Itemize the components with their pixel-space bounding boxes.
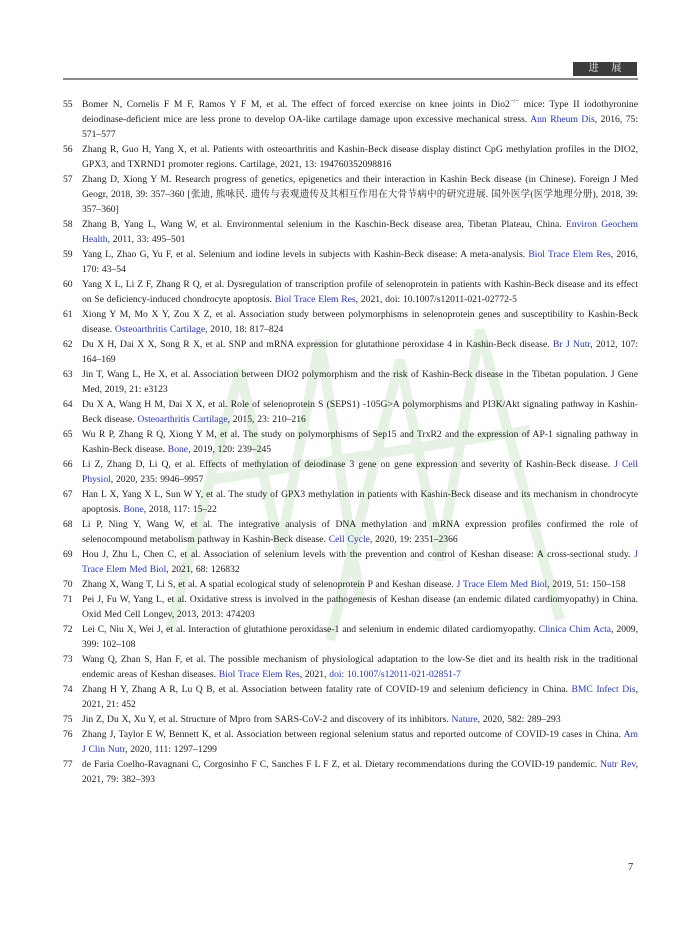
reference-number: 74	[63, 684, 73, 695]
reference-item	[63, 757, 638, 787]
reference-text: mice: Type II iodothyronine deiodinase-deficient mice are less prone to develop OA-like cartilage damage upon excessive mechanical stress.	[82, 99, 638, 125]
reference-text: , 2020, 111: 1297–1299	[125, 744, 217, 755]
journal-link[interactable]: Biol Trace Elem Res	[218, 669, 300, 680]
journal-link[interactable]: BMC Infect Dis	[571, 684, 636, 695]
reference-text: Wang Q, Zhan S, Han F, et al. The possible mechanism of physiological adaptation to the low-Se diet and its health risk in the traditional endemic areas of Keshan diseases.	[82, 654, 638, 680]
journal-link[interactable]: Osteoarthritis Cartilage	[137, 414, 228, 425]
reference-text: Li Z, Zhang D, Li Q, et al. Effects of methylation of deiodinase 3 gene on gene expression and severity of Kashin-Beck disease.	[82, 459, 615, 470]
reference-text: Jin T, Wang L, He X, et al. Association between DIO2 polymorphism and the risk of Kashin-Beck disease in the Tibetan population. J Gene Med, 2019, 21: e3123	[82, 369, 638, 395]
reference-text: Yang L, Zhao G, Yu F, et al. Selenium and iodine levels in subjects with Kashin-Beck disease: A meta-analysis.	[82, 249, 529, 260]
reference-number: 58	[63, 219, 73, 230]
reference-item	[63, 217, 638, 247]
header-rule	[63, 78, 638, 80]
reference-text: , 2019, 51: 150–158	[547, 579, 626, 590]
reference-item	[63, 367, 638, 397]
reference-item	[63, 547, 638, 577]
reference-number: 70	[63, 579, 73, 590]
reference-text: , 2021, 21: 452	[82, 684, 638, 710]
reference-text: , 2015, 23: 210–216	[227, 414, 306, 425]
reference-item	[63, 277, 638, 307]
journal-link[interactable]: Bone	[123, 504, 144, 515]
reference-text: Zhang B, Yang L, Wang W, et al. Environmental selenium in the Kaschin-Beck disease area, Tibetan Plateau, China.	[82, 219, 566, 230]
reference-item	[63, 652, 638, 682]
reference-number: 75	[63, 714, 73, 725]
journal-link[interactable]: Am J Clin Nutr	[82, 729, 638, 755]
reference-text: Xiong Y M, Mo X Y, Zou X Z, et al. Association study between polymorphisms in selenoprotein genes and susceptibility to Kashin-Beck disease.	[82, 309, 638, 335]
reference-text: Hou J, Zhu L, Chen C, et al. Association of selenium levels with the prevention and control of Keshan disease: A cross-sectional study.	[82, 549, 635, 560]
reference-text: Bomer N, Cornelis F M F, Ramos Y F M, et al. The effect of forced exercise on knee joints in Dio2	[82, 99, 510, 110]
reference-number: 60	[63, 279, 73, 290]
reference-item	[63, 727, 638, 757]
reference-list	[63, 97, 638, 787]
reference-text: Li P, Ning Y, Wang W, et al. The integrative analysis of DNA methylation and mRNA expression profiles confirmed the role of selenocompound metabolism pathway in Kashin-Beck disease.	[82, 519, 638, 545]
reference-item	[63, 337, 638, 367]
reference-item	[63, 172, 638, 217]
reference-item	[63, 457, 638, 487]
journal-link[interactable]: Biol Trace Elem Res	[274, 294, 356, 305]
reference-item	[63, 142, 638, 172]
journal-link[interactable]: Bone	[167, 444, 189, 455]
journal-link[interactable]: Br J Nutr	[553, 339, 591, 350]
journal-link[interactable]: Osteoarthritis Cartilage	[114, 324, 206, 335]
reference-number: 69	[63, 549, 73, 560]
reference-number: 71	[63, 594, 73, 605]
running-head-tag: 进 展	[573, 62, 637, 76]
reference-text: , 2009, 399: 102–108	[82, 624, 638, 650]
reference-text: , 2021, 68: 126832	[166, 564, 240, 575]
reference-text: , 2021, doi: 10.1007/s12011-021-02772-5	[355, 294, 517, 305]
reference-text: Han L X, Yang X L, Sun W Y, et al. The study of GPX3 methylation in patients with Kashin-Beck disease and its mechanism in chondrocyte apoptosis.	[82, 489, 638, 515]
journal-link[interactable]: Biol Trace Elem Res	[528, 249, 611, 260]
reference-text: Jin Z, Du X, Xu Y, et al. Structure of Mpro from SARS-CoV-2 and discovery of its inhibitors.	[82, 714, 452, 725]
reference-number: 68	[63, 519, 73, 530]
reference-text: , 2021, 79: 382–393	[82, 759, 638, 785]
superscript-text: −/−	[509, 97, 519, 105]
reference-number: 56	[63, 144, 73, 155]
reference-text: Du X H, Dai X X, Song R X, et al. SNP and mRNA expression for glutathione peroxidase 4 in Kashin-Beck disease.	[82, 339, 554, 350]
reference-text: , 2020, 582: 289–293	[477, 714, 561, 725]
reference-text: , 2019, 120: 239–245	[188, 444, 272, 455]
reference-text: Zhang J, Taylor E W, Bennett K, et al. Association between regional selenium status and reported outcome of COVID-19 cases in China.	[82, 729, 624, 740]
journal-link[interactable]: J Trace Elem Med Biol	[456, 579, 548, 590]
reference-item	[63, 307, 638, 337]
reference-text: , 2016, 75: 571–577	[82, 114, 638, 140]
reference-number: 59	[63, 249, 73, 260]
reference-text: Yang X L, Li Z F, Zhang R Q, et al. Dysregulation of transcription profile of selenoprotein in patients with Kashin-Beck disease and its effect on Se deficiency-induced chondrocyte apoptosis.	[82, 279, 638, 305]
journal-link[interactable]: doi: 10.1007/s12011-021-02851-7	[329, 669, 461, 680]
reference-item	[63, 247, 638, 277]
reference-text: , 2011, 33: 495–501	[107, 234, 186, 245]
reference-number: 64	[63, 399, 73, 410]
reference-item	[63, 97, 638, 142]
reference-text: , 2021,	[299, 669, 330, 680]
reference-text: Zhang D, Xiong Y M. Research progress of genetics, epigenetics and their interaction in Kashin Beck disease (in Chinese). Foreign J Med Geogr, 2018, 39: 357–360 [张迪, 熊咏民. 遗传与表观遗传及其相互作用在大骨节病中的研究进展. 国外医学(医学地理分册), 2018, 39: 357–360]	[82, 174, 638, 215]
reference-text: , 2020, 19: 2351–2366	[369, 534, 458, 545]
reference-item	[63, 592, 638, 622]
reference-item	[63, 397, 638, 427]
reference-text: , 2018, 117: 15–22	[143, 504, 217, 515]
reference-item	[63, 682, 638, 712]
reference-text: , 2012, 107: 164–169	[82, 339, 638, 365]
reference-number: 63	[63, 369, 73, 380]
reference-number: 76	[63, 729, 73, 740]
reference-text: Pei J, Fu W, Yang L, et al. Oxidative stress is involved in the pathogenesis of Keshan disease (an endemic dilated cardiomyopathy) in China. Oxid Med Cell Longev, 2013, 2013: 474203	[82, 594, 638, 620]
journal-link[interactable]: J Cell Physiol	[82, 459, 638, 485]
reference-number: 67	[63, 489, 73, 500]
reference-text: Du X A, Wang H M, Dai X X, et al. Role of selenoprotein S (SEPS1) -105G>A polymorphisms and PI3K/Akt signaling pathway in Kashin-Beck disease.	[82, 399, 638, 425]
reference-number: 66	[63, 459, 73, 470]
reference-number: 65	[63, 429, 73, 440]
journal-link[interactable]: Cell Cycle	[328, 534, 370, 545]
reference-number: 57	[63, 174, 73, 185]
journal-link[interactable]: Ann Rheum Dis	[530, 114, 595, 125]
reference-item	[63, 622, 638, 652]
journal-link[interactable]: Nutr Rev	[600, 759, 636, 770]
reference-item	[63, 577, 638, 592]
reference-number: 62	[63, 339, 73, 350]
reference-number: 73	[63, 654, 73, 665]
reference-item	[63, 712, 638, 727]
reference-text: Zhang R, Guo H, Yang X, et al. Patients with osteoarthritis and Kashin-Beck disease display distinct CpG methylation profiles in the DIO2, GPX3, and TXRND1 promoter regions. Cartilage, 2021, 13: 194760352098816	[82, 144, 638, 170]
reference-text: Zhang X, Wang T, Li S, et al. A spatial ecological study of selenoprotein P and Keshan disease.	[82, 579, 457, 590]
reference-text: , 2010, 18: 817–824	[205, 324, 284, 335]
reference-text: , 2020, 235: 9946–9957	[110, 474, 204, 485]
reference-text: de Faria Coelho-Ravagnani C, Corgosinho F C, Sanches F L F Z, et al. Dietary recommendations during the COVID-19 pandemic.	[82, 759, 601, 770]
reference-text: Lei C, Niu X, Wei J, et al. Interaction of glutathione peroxidase-1 and selenium in endemic dilated cardiomyopathy.	[82, 624, 539, 635]
journal-link[interactable]: Nature	[451, 714, 478, 725]
reference-text: , 2016, 170: 43–54	[82, 249, 638, 275]
reference-item	[63, 517, 638, 547]
reference-text: Wu R P, Zhang R Q, Xiong Y M, et al. The study on polymorphisms of Sep15 and TrxR2 and the expression of AP-1 signaling pathway in Kashin-Beck disease.	[82, 429, 638, 455]
reference-number: 77	[63, 759, 73, 770]
reference-item	[63, 487, 638, 517]
page-number: 7	[628, 862, 634, 873]
reference-number: 61	[63, 309, 73, 320]
reference-item	[63, 427, 638, 457]
journal-link[interactable]: Clinica Chim Acta	[538, 624, 612, 635]
journal-link[interactable]: J Trace Elem Med Biol	[82, 549, 638, 575]
reference-number: 55	[63, 99, 73, 110]
reference-text: Zhang H Y, Zhang A R, Lu Q B, et al. Association between fatality rate of COVID-19 and selenium deficiency in China.	[82, 684, 572, 695]
journal-link[interactable]: Environ Geochem Health	[82, 219, 638, 245]
reference-number: 72	[63, 624, 73, 635]
